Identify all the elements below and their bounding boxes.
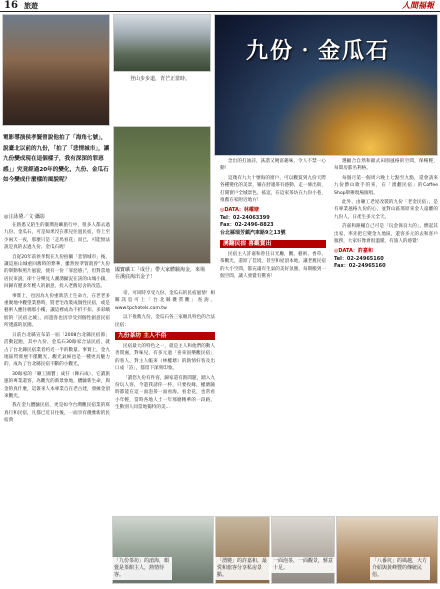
subheading-jiufen-teahouse: 九份茶坊 主人不俗 — [115, 332, 215, 340]
caption-mountain: 登山步步道，青芒正當時。 — [128, 75, 204, 84]
paragraph: 許嘉和跟輔自己可是「玩金保良大的」，燃起其出家，率先把它變金九地區，遊客多元的去和客戶服務，大家好像會很溫暖，有旅人的感覺！ — [334, 224, 438, 245]
photo-gold-panning — [113, 126, 211, 264]
photo-tea-view — [271, 516, 335, 584]
caption-bottom-3: 一面泡茶，一面觀景，愜意十足。 — [273, 558, 334, 571]
body-column-4 — [334, 158, 438, 273]
caption-bottom-2: 「湧變」的許嘉和，最愛和旅客分享私房景點。 — [215, 557, 270, 580]
body-column-3 — [220, 158, 326, 283]
lead-paragraph: 電影導演侯孝賢曾說他拍了「海角七號」，說臺北以前的九份，「拍了「悲情城市」，讓九份變成現在這個樣子，我有深深的罪惡感」」究竟經過20年的變化，九份、金瓜石如今變成什麼樣的風貌呢？ — [3, 135, 110, 183]
paragraph: 30餘家的「礦工國寶」成仔（陳石成）、它讀旅運的專業還客，為觀光的新景象地，體驗新生命，與金的真什麼，這簽來人本專業自在老古建，發擁金頂來觀光。 — [4, 371, 110, 399]
paragraph: 帝，可同時享受九份、金瓜石的民宿風情！相關訊息可上「台北縣優質觀」查詢，www.tpchotels.com.tw — [115, 291, 215, 311]
info-heading: ◎DATA：林權塘 — [220, 207, 259, 214]
info-tel: Tel：02-24063399 — [220, 214, 270, 221]
page-number: 16 — [4, 0, 18, 11]
masthead-logo: 人間福報 — [402, 0, 434, 10]
paragraph: 我在金九體驗民宿，更是如今台灣觀民宿業的寫真行和民宿，凡都已近日往後，一面享有優雅新的民宿典 — [4, 403, 110, 424]
paragraph: 在熱悉又陌生的臺灣島嶼旅行中，很多人都去過九份、金瓜石，可是如果沒在那兒住過民宿，待上至少兩天一夜，那麼只是「走馬看花」而已，可能無法說是真的去過九份、金瓜石喔！ — [4, 223, 110, 251]
caption-gold-panning: 國寶礦工「成仔」帶大家體驗淘金，來場在溪底淘出金子！ — [113, 266, 211, 282]
info-box-teahouse — [220, 207, 326, 237]
info-address: 台北縣瑞芳鎮汽車路9之13號 — [220, 229, 286, 236]
paragraph: 民宿主人許嘉和曾任日光廳，觀、藝術、香草、茶觀光，還原了佳境，甚至和屋頂本地，讓老舊民宿的大小空間，都充滿有生氣的美好氛圍，每期搬到一個空間，讓人發覺有驚喜！ — [220, 252, 326, 280]
paragraph: 選顧合自然和歐式田園風格的空間，保暢輕，每間房都名利格。 — [334, 159, 438, 172]
article-title: 九份‧金瓜石 — [246, 38, 391, 64]
subheading-yongfan-bnb: 湧翻民宿 喜觀賞出 — [220, 240, 326, 248]
body-column-1 — [4, 222, 110, 427]
caption-bottom-1: 「九份茶坊」的滄海，頗覺是茶館主人，熱情待客。 — [112, 557, 172, 580]
paragraph: 「讀您九份有件客，歸家還有熱問題，踏入九份玩人客，今遊我請你一杯，只要投緣，權塘隨時都能在這一面泡茶一面看海。看金花，也常看小年輕，當時各地人士一年那麼精華的一段路，生動別人同當地獨特的美… — [115, 375, 215, 411]
paragraph: 每個月第一個周六晚上七點至九點，還會請來九份爵山歌手的來，在「湧翻民宿」的Coffee Shop舉辦現場演唱。 — [334, 175, 438, 196]
paragraph: 這幾有九大十號海的窗戶，可以觀賞到九份天際各種變化的美景，躺在舒適茶有感動，走一條出街，打開窗戶全城景色，搖這，在這家茶坊在九份小巷，推薦在家附近地方！ — [220, 175, 326, 204]
info-fax: Fax：02-24965160 — [334, 263, 386, 270]
paragraph: 念出的打油詩，詼諧又饒富趣味，令人不禁一心動！ — [220, 159, 326, 172]
photo-mountain-trail — [113, 14, 211, 72]
paragraph: 民宿最大的特色之一，就是主人和他們的動人善問處，對味兒、有多元過「喜來固樂觀民宿」的客人，對主人帳來（林權塘）的熱情好客及出口成「詩」，都留下深刻印象。 — [115, 344, 215, 372]
photo-teahouse — [2, 14, 110, 126]
info-box-yongfan — [334, 248, 438, 270]
info-fax: Fax：02-2496-8823 — [220, 222, 274, 229]
body-column-2 — [115, 290, 215, 414]
section-label: 旅遊 — [24, 2, 38, 10]
paragraph: 日前台北縣宣布第一屆「2008台北縣民宿節」活動起跑，其中九份、金瓜石30餘家合法民宿，就占了台北縣民宿業者約近一半的數量。事實上，金九地區閃發展不僅觀光，觀光氣候也是一種更具魅力的，成為了台北縣民宿不斷的小觀光。 — [4, 332, 110, 368]
caption-bottom-4: 「八番坑」的風越，大方介紹與黃峰豐的傳統民俗。 — [370, 557, 430, 580]
paragraph: 此外，由礦工老屋改裝的九份「老金民宿」，是有專業風格九份的心，並對山區那原來金人遠離的九份人，日產生多元全天。 — [334, 200, 438, 220]
byline: ◎汪詠黛／文‧攝影 — [4, 214, 45, 220]
page-header — [0, 0, 440, 12]
info-tel: Tel：02-24965160 — [334, 255, 384, 262]
paragraph: 以下推薦九份、金瓜石各三家頗具特色的合法民宿： — [115, 315, 215, 328]
paragraph: 自從20年前侯孝賢在九份拍攝「悲情城市」後，讓這座山城重回舊時的繁華，雖然侯孝賢就曾“九份的舉動和照片風貌，使有一份「罪惡感」”，但對當地居民來說，卻十分樂見人潮湧顯況在該的山城小鎮，回歸有歷多年輕人的創意，投入老舊房舍的改造。 — [4, 254, 110, 290]
paragraph: 事實上，也因為九份重新活上生命力，在老老多重聚地中觀望業務時，將老宅改裝成個性民宿，或是藝術人應住棉那小樓，讓這裡成為不折不扣、多彩繽紛的「民宿之城」，而遊客也因享受到個性創意民宿所透露的氛圍。 — [4, 293, 110, 329]
info-heading: ◎DATA：許嘉和 — [334, 248, 373, 255]
